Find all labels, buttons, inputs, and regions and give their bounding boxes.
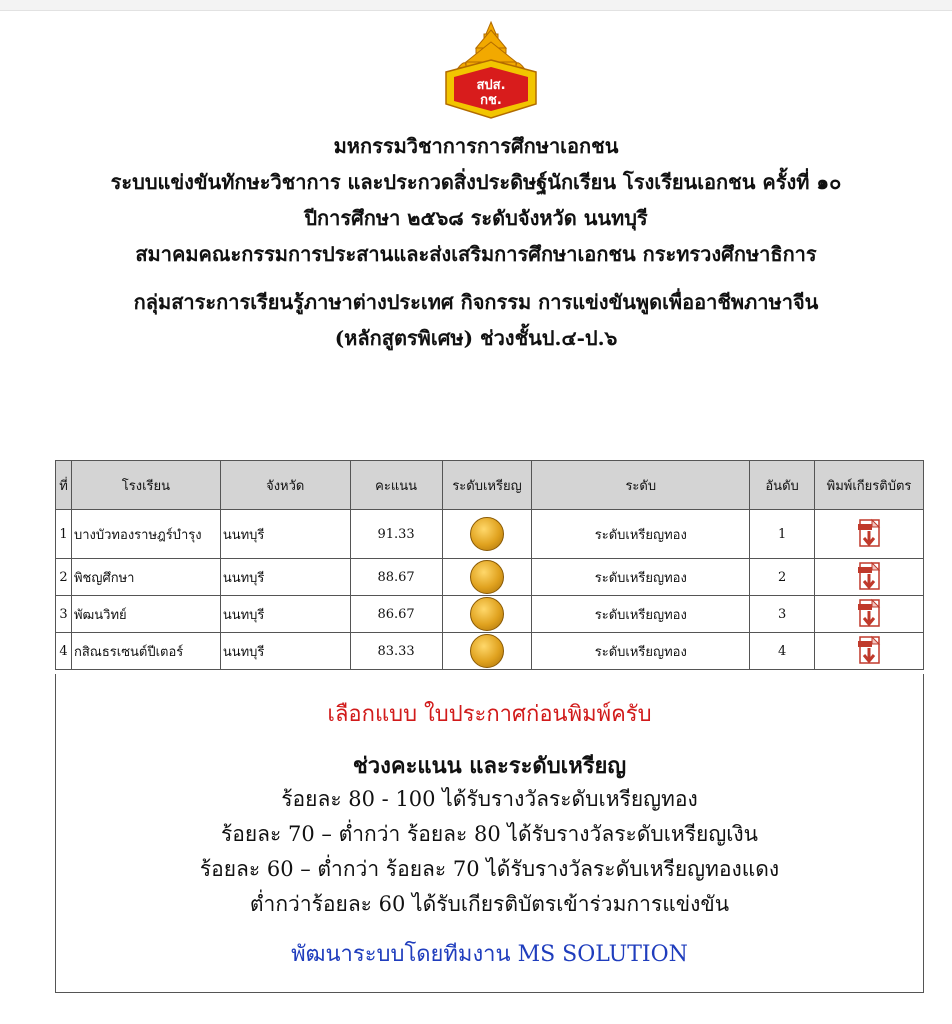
score-legend-panel — [55, 674, 924, 993]
col-header-score: คะแนน — [350, 461, 442, 510]
table-row — [56, 559, 924, 596]
pdf-icon[interactable] — [855, 518, 883, 550]
province: นนทบุรี — [220, 633, 350, 670]
pdf-icon[interactable] — [855, 561, 883, 593]
school-name: บางบัวทองราษฎร์บำรุง — [71, 510, 220, 559]
print-cell — [815, 510, 924, 559]
print-cell — [815, 559, 924, 596]
row-number: 3 — [56, 596, 72, 633]
svg-text:กช.: กช. — [480, 93, 502, 108]
table-header-row — [56, 461, 924, 510]
school-name: กสิณธรเซนต์ปีเตอร์ — [71, 633, 220, 670]
row-number: 1 — [56, 510, 72, 559]
pdf-icon[interactable] — [855, 635, 883, 667]
row-number: 2 — [56, 559, 72, 596]
pdf-icon[interactable] — [855, 598, 883, 630]
score-range-title: ช่วงคะแนน และระดับเหรียญ — [352, 753, 627, 779]
browser-top-strip — [0, 0, 952, 11]
rank: 2 — [750, 559, 815, 596]
school-name: พิชญศึกษา — [71, 559, 220, 596]
score: 86.67 — [350, 596, 442, 633]
gold-medal-icon — [470, 634, 504, 668]
level: ระดับเหรียญทอง — [532, 596, 750, 633]
academic-year-province: ปีการศึกษา ๒๕๖๘ ระดับจังหวัด นนทบุรี — [304, 206, 648, 230]
subject-activity: กลุ่มสาระการเรียนรู้ภาษาต่างประเทศ กิจกรรม การแข่งขันพูดเพื่ออาชีพภาษาจีน — [133, 290, 819, 314]
row-number: 4 — [56, 633, 72, 670]
rank: 3 — [750, 596, 815, 633]
table-row — [56, 510, 924, 559]
rank: 4 — [750, 633, 815, 670]
developer-credit: พัฒนาระบบโดยทีมงาน MS SOLUTION — [291, 942, 688, 967]
table-row — [56, 596, 924, 633]
silver-range: ร้อยละ 70 – ต่ำกว่า ร้อยละ 80 ได้รับรางวัลระดับเหรียญเงิน — [220, 822, 759, 846]
score: 88.67 — [350, 559, 442, 596]
school-name: พัฒนวิทย์ — [71, 596, 220, 633]
gold-medal-icon — [470, 597, 504, 631]
level: ระดับเหรียญทอง — [532, 633, 750, 670]
organizer: สมาคมคณะกรรมการประสานและส่งเสริมการศึกษาเอกชน กระทรวงศึกษาธิการ — [135, 242, 817, 266]
score: 91.33 — [350, 510, 442, 559]
curriculum-level: (หลักสูตรพิเศษ) ช่วงชั้นป.๔-ป.๖ — [334, 326, 618, 350]
gold-range: ร้อยละ 80 - 100 ได้รับรางวัลระดับเหรียญทอง — [281, 787, 698, 811]
province: นนทบุรี — [220, 596, 350, 633]
table-row — [56, 633, 924, 670]
gold-medal-icon — [470, 517, 504, 551]
score: 83.33 — [350, 633, 442, 670]
province: นนทบุรี — [220, 559, 350, 596]
medal-cell — [442, 510, 532, 559]
svg-text:สปส.: สปส. — [476, 78, 506, 93]
medal-cell — [442, 596, 532, 633]
competition-title: ระบบแข่งขันทักษะวิชาการ และประกวดสิ่งประดิษฐ์นักเรียน โรงเรียนเอกชน ครั้งที่ ๑๐ — [110, 170, 842, 194]
select-template-note: เลือกแบบ ใบประกาศก่อนพิมพ์ครับ — [327, 702, 652, 727]
col-header-no: ที่ — [56, 461, 72, 510]
rank: 1 — [750, 510, 815, 559]
col-header-school: โรงเรียน — [71, 461, 220, 510]
print-cell — [815, 596, 924, 633]
gold-medal-icon — [470, 560, 504, 594]
results-table — [55, 460, 924, 670]
medal-cell — [442, 559, 532, 596]
bronze-range: ร้อยละ 60 – ต่ำกว่า ร้อยละ 70 ได้รับรางวัลระดับเหรียญทองแดง — [199, 857, 780, 881]
association-logo — [436, 20, 546, 120]
col-header-province: จังหวัด — [220, 461, 350, 510]
level: ระดับเหรียญทอง — [532, 559, 750, 596]
col-header-print: พิมพ์เกียรติบัตร — [815, 461, 924, 510]
medal-cell — [442, 633, 532, 670]
col-header-rank: อันดับ — [750, 461, 815, 510]
event-title: มหกรรมวิชาการการศึกษาเอกชน — [333, 134, 619, 158]
col-header-medal: ระดับเหรียญ — [442, 461, 532, 510]
participation-range: ต่ำกว่าร้อยละ 60 ได้รับเกียรติบัตรเข้าร่วมการแข่งขัน — [249, 892, 730, 916]
level: ระดับเหรียญทอง — [532, 510, 750, 559]
province: นนทบุรี — [220, 510, 350, 559]
col-header-level: ระดับ — [532, 461, 750, 510]
page-header — [0, 128, 952, 356]
print-cell — [815, 633, 924, 670]
